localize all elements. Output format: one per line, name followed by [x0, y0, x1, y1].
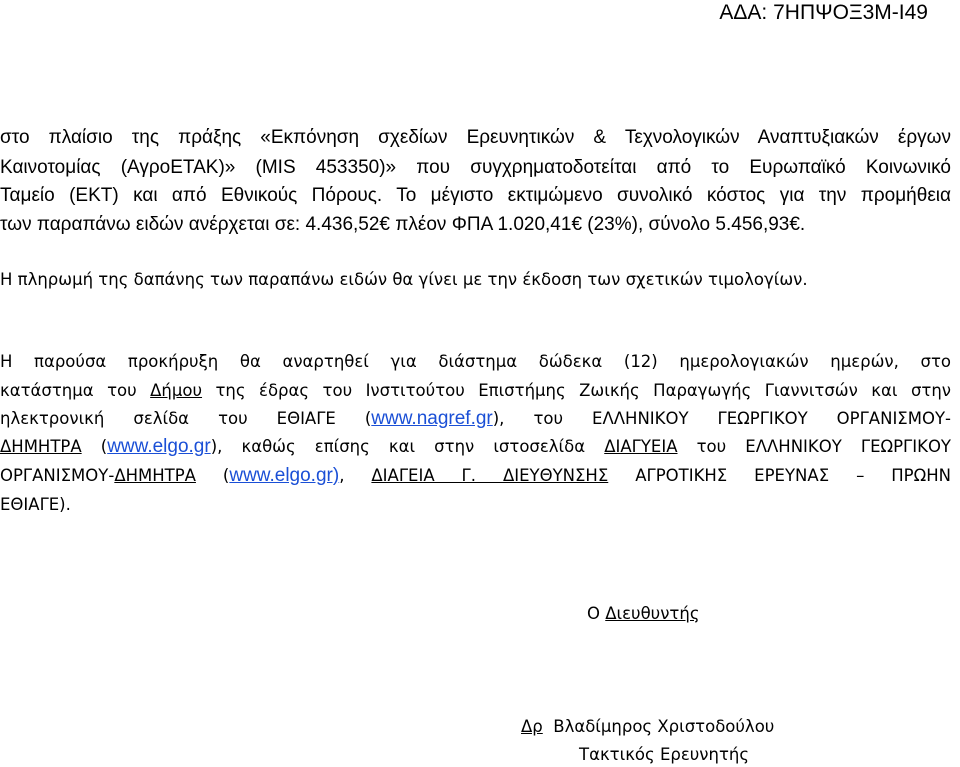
- p1-line-4a: των παραπάνω ειδών ανέρχεται σε:: [0, 214, 306, 235]
- signature-title-word: Διευθυντής: [605, 604, 700, 623]
- p3-l4-text-a: (: [81, 437, 108, 456]
- signature-role: Τακτικός Ερευνητής: [579, 745, 750, 764]
- p1-line-2: Καινοτομίας (ΑγροΕΤΑΚ)» (MIS 453350)» που συγχρηματοδοτείται από το Ευρωπαϊκό Κοινωνικό: [0, 157, 951, 178]
- p3-l3-text-a: ηλεκτρονική σελίδα του ΕΘΙΑΓΕ (: [0, 409, 372, 428]
- p3-l5-text-b: (: [195, 466, 230, 485]
- p3-l5-text-c: ,: [339, 466, 372, 485]
- p3-l2-text-b: της έδρας του Ινστιτούτου Επιστήμης Ζωικής Παραγωγής Γιαννιτσών και στην: [202, 381, 952, 400]
- p3-l2-underlined: Δήμου: [150, 381, 203, 400]
- p3-l4-underlined-2: ΔΙΑΓΥΕΙΑ: [604, 437, 678, 456]
- payment-note: Η πληρωμή της δαπάνης των παραπάνω ειδών θα γίνει με την έκδοση των σχετικών τιμολογίων.: [0, 270, 808, 289]
- p3-l5-underlined-2: ΔΙΑΓΕΙΑ Γ. ΔΙΕΥΘΥΝΣΗΣ: [371, 466, 609, 485]
- p3-l4-text-c: του ΕΛΛΗΝΙΚΟΥ ΓΕΩΡΓΙΚΟΥ: [677, 437, 952, 456]
- ada-label: ΑΔΑ:: [719, 1, 768, 24]
- elgo-link[interactable]: www.elgo.gr: [107, 436, 211, 457]
- signature-name-prefix: Δρ: [521, 717, 543, 736]
- p3-line-1: Η παρούσα προκήρυξη θα αναρτηθεί για διάστημα δώδεκα (12) ημερολογιακών ημερών, στο: [0, 352, 951, 371]
- nagref-link[interactable]: www.nagref.gr: [371, 408, 493, 429]
- p3-line-3: [0, 407, 951, 431]
- p3-line-4: [0, 435, 951, 459]
- p3-l5-underlined: ΔΗΜΗΤΡΑ: [114, 466, 196, 485]
- ada-value: 7ΗΠΨΟΞ3Μ-Ι49: [773, 1, 928, 24]
- p1-line-3: Ταμείο (ΕΚΤ) και από Εθνικούς Πόρους. Το μέγιστο εκτιμώμενο συνολικό κόστος για την προμήθεια: [0, 185, 951, 206]
- signature-name: [521, 715, 774, 739]
- ada-code: [719, 0, 928, 26]
- p3-line-2: [0, 379, 951, 403]
- p3-l4-underlined: ΔΗΜΗΤΡΑ: [0, 437, 82, 456]
- p1-line-4b: 4.436,52€ πλέον ΦΠΑ 1.020,41€ (23%), σύνολο 5.456,93€.: [305, 214, 806, 235]
- elgo-link-2[interactable]: www.elgo.gr): [229, 465, 340, 486]
- p1-line-1: στο πλαίσιο της πράξης «Εκπόνηση σχεδίων Ερευνητικών & Τεχνολογικών Αναπτυξιακών έργων: [0, 127, 951, 148]
- signature-title: [587, 602, 700, 626]
- p3-line-5: [0, 464, 951, 488]
- p1-line-4: [0, 213, 805, 237]
- p3-l5-text-d: ΑΓΡΟΤΙΚΗΣ ΕΡΕΥΝΑΣ – ΠΡΩΗΝ: [608, 466, 951, 485]
- p3-l3-text-b: ), του ΕΛΛΗΝΙΚΟΥ ΓΕΩΡΓΙΚΟΥ ΟΡΓΑΝΙΣΜΟΥ-: [492, 409, 951, 428]
- p3-l5-text-a: ΟΡΓΑΝΙΣΜΟΥ-: [0, 466, 115, 485]
- p3-line-6: ΕΘΙΑΓΕ).: [0, 495, 71, 514]
- signature-title-prefix: Ο: [587, 604, 606, 623]
- p3-l2-text-a: κατάστημα του: [0, 381, 151, 400]
- signature-name-text: Βλαδίμηρος Χριστοδούλου: [542, 717, 775, 736]
- p3-l4-text-b: ), καθώς επίσης και στην ιστοσελίδα: [210, 437, 605, 456]
